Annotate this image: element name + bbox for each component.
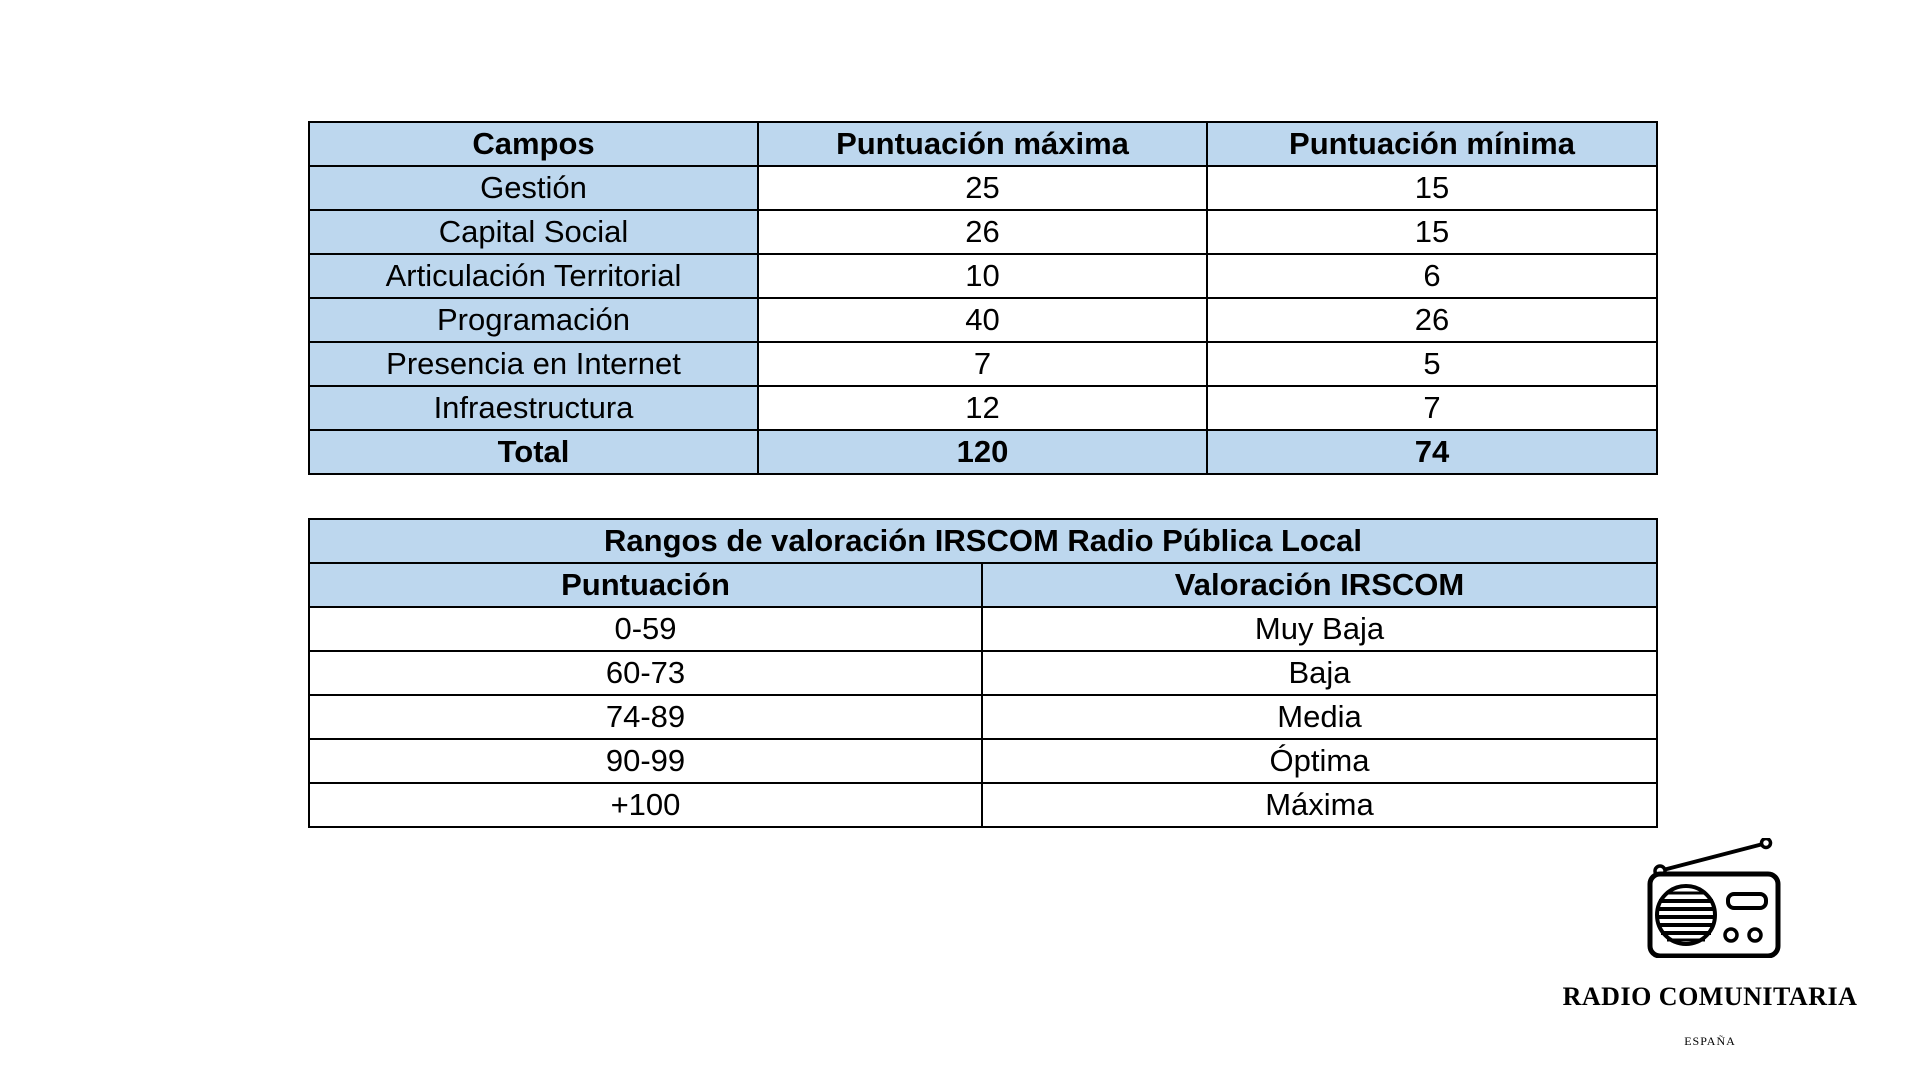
rating: Media: [982, 695, 1657, 739]
min-score: 5: [1207, 342, 1657, 386]
logo-title: RADIO COMUNITARIA: [1562, 982, 1858, 1011]
header-puntuacion: Puntuación: [309, 563, 982, 607]
scores-total-row: [309, 430, 1657, 474]
max-score: 10: [758, 254, 1207, 298]
rating: Máxima: [982, 783, 1657, 827]
header-campos: Campos: [309, 122, 758, 166]
ranges-header-row: [309, 563, 1657, 607]
score-range: 74-89: [309, 695, 982, 739]
ranges-title: Rangos de valoración IRSCOM Radio Pública Local: [309, 519, 1657, 563]
scores-header-row: [309, 122, 1657, 166]
max-score: 7: [758, 342, 1207, 386]
max-score: 12: [758, 386, 1207, 430]
total-label: Total: [309, 430, 758, 474]
total-min-score: 74: [1207, 430, 1657, 474]
rating: Muy Baja: [982, 607, 1657, 651]
rating: Óptima: [982, 739, 1657, 783]
ranges-table: [308, 518, 1658, 828]
min-score: 6: [1207, 254, 1657, 298]
radio-icon: [1641, 838, 1787, 958]
header-puntuacion-maxima: Puntuación máxima: [758, 122, 1207, 166]
max-score: 26: [758, 210, 1207, 254]
score-range: 60-73: [309, 651, 982, 695]
header-valoracion: Valoración IRSCOM: [982, 563, 1657, 607]
table-row: [309, 210, 1657, 254]
table-row: [309, 607, 1657, 651]
max-score: 40: [758, 298, 1207, 342]
min-score: 26: [1207, 298, 1657, 342]
ranges-title-row: [309, 519, 1657, 563]
min-score: 15: [1207, 166, 1657, 210]
total-max-score: 120: [758, 430, 1207, 474]
score-range: 90-99: [309, 739, 982, 783]
field-name: Capital Social: [309, 210, 758, 254]
rating: Baja: [982, 651, 1657, 695]
table-row: [309, 695, 1657, 739]
min-score: 7: [1207, 386, 1657, 430]
table-row: [309, 342, 1657, 386]
max-score: 25: [758, 166, 1207, 210]
table-row: [309, 298, 1657, 342]
logo-subtitle: ESPAÑA: [1684, 1034, 1736, 1048]
field-name: Infraestructura: [309, 386, 758, 430]
table-row: [309, 739, 1657, 783]
radio-comunitaria-logo: [1555, 838, 1865, 1060]
score-range: +100: [309, 783, 982, 827]
table-row: [309, 254, 1657, 298]
min-score: 15: [1207, 210, 1657, 254]
scores-table: [308, 121, 1658, 475]
header-puntuacion-minima: Puntuación mínima: [1207, 122, 1657, 166]
table-row: [309, 651, 1657, 695]
field-name: Programación: [309, 298, 758, 342]
field-name: Articulación Territorial: [309, 254, 758, 298]
field-name: Presencia en Internet: [309, 342, 758, 386]
table-row: [309, 166, 1657, 210]
table-row: [309, 783, 1657, 827]
field-name: Gestión: [309, 166, 758, 210]
table-row: [309, 386, 1657, 430]
score-range: 0-59: [309, 607, 982, 651]
